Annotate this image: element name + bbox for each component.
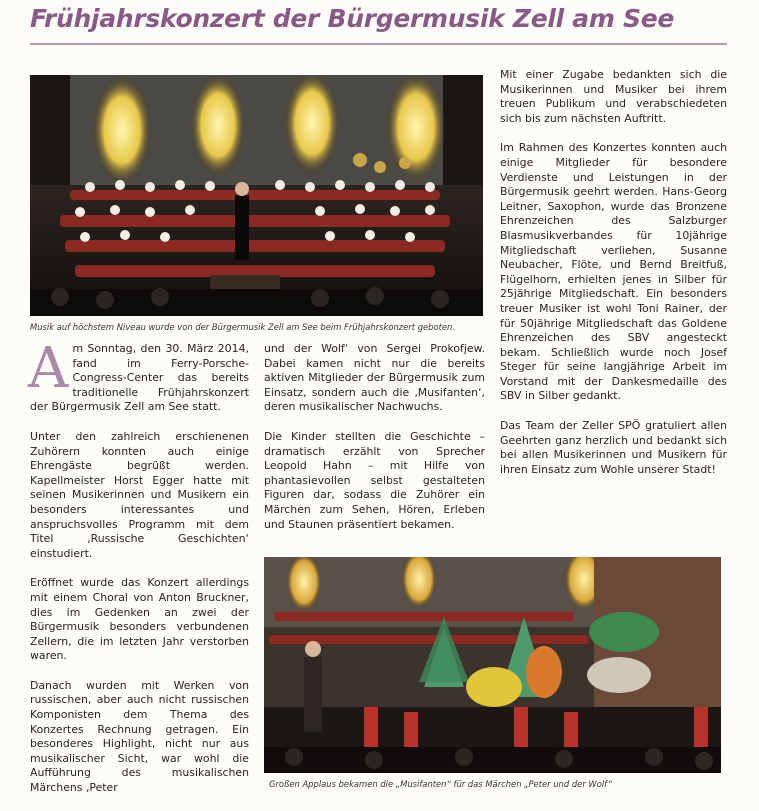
- article-column-1: [28, 336, 249, 811]
- photo2-caption: Großen Applaus bekamen die „Musifanten“ für das Märchen „Peter und der Wolf“: [269, 779, 613, 789]
- musifanten-photo-drawing: [264, 557, 721, 773]
- article-paragraph: Im Rahmen des Konzertes konnten auch einige Mitglieder für besondere Verdienste und Leistungen in der Bürgermusik geehrt werden. Hans-Georg Leitner, Saxophon, wurde das Bronzene Ehrenzeichen des Salzburger Blasmusikverbandes für 10jährige Mitgliedschaft verliehen, Susanne Neubacher, Flöte, und Bernd Breitfuß, Flügelhorn, erhielten jenes in Silber für 25jährige Mitgliedschaft. Ein besonders treuer Musiker ist wohl Toni Rainer, der für 50jährige Mitgliedschaft das Goldene Ehrenzeichen des SBV angesteckt bekam. Schließlich wurde noch Josef Steger für seine langjährige Arbeit im Vorstand mit der Dankesmedaille des SBV in Silber gedankt.: [500, 141, 727, 403]
- orchestra-concert-photo: [30, 75, 483, 316]
- headline: Frühjahrskonzert der Bürgermusik Zell am See: [30, 4, 675, 33]
- article-paragraph: Die Kinder stellten die Geschichte – dramatisch erzählt von Sprecher Leopold Hahn – mit Hilfe von phantasievollen selbst gestalteten Figuren dar, sodass die Zuhörer ein Märchen zum Sehen, Hören, Erleben und Staunen präsentiert bekamen.: [264, 429, 485, 531]
- dropcap-letter: A: [28, 336, 69, 401]
- paragraph-text: m Sonntag, den 30. März 2014, fand im Ferry-Porsche-Congress-Center das bereits traditionelle Frühjahrskonzert der Bürgermusik Zell am See statt.: [30, 342, 249, 414]
- article-paragraph: Danach wurden mit Werken von russischen, aber auch nicht russischen Komponisten dem Thema des Konzertes Rechnung getragen. Ein besonderes Highlight, nicht nur aus musikalischer Sicht, war wohl die Aufführung des musikalischen Märchens ‚Peter: [30, 678, 249, 795]
- musifanten-stage-photo: [264, 557, 721, 773]
- article-column-2: [264, 342, 485, 547]
- article-paragraph: und der Wolf‘ von Sergei Prokofjew. Dabei kamen nicht nur die bereits aktiven Mitglieder der Bürgermusik zum Einsatz, sondern auch die ‚Musifanten‘, deren musikalischer Nachwuchs.: [264, 342, 485, 414]
- article-column-3: [500, 68, 727, 492]
- article-paragraph: Das Team der Zeller SPÖ gratuliert allen Geehrten ganz herzlich und bedankt sich bei allen Musikerinnen und Musikern für ihren Einsatz zum Wohle unserer Stadt!: [500, 419, 727, 476]
- article-paragraph: Eröffnet wurde das Konzert allerdings mit einem Choral von Anton Bruckner, dies im Gedenken an zwei der Bürgermusik besonders verbundenen Zellern, die im letzten Jahr verstorben waren.: [30, 576, 249, 663]
- article-paragraph: [28, 336, 249, 415]
- photo1-caption: Musik auf höchstem Niveau wurde von der Bürgermusik Zell am See beim Frühjahrskonzert geboten.: [30, 322, 456, 332]
- headline-rule: [30, 43, 727, 45]
- article-paragraph: Unter den zahlreich erschienenen Zuhörern konnten auch einige Ehrengäste begrüßt werden. Kapellmeister Horst Egger hatte mit seinen Musikerinnen und Musikern ein besonders interessantes und anspruchsvolles Programm mit dem Titel ‚Russische Geschichten‘ einstudiert.: [30, 429, 249, 560]
- article-paragraph: Mit einer Zugabe bedankten sich die Musikerinnen und Musiker bei ihrem treuen Publikum und verabschiedeten sich bis zum nächsten Auftritt.: [500, 68, 727, 125]
- orchestra-photo-drawing: [30, 75, 483, 316]
